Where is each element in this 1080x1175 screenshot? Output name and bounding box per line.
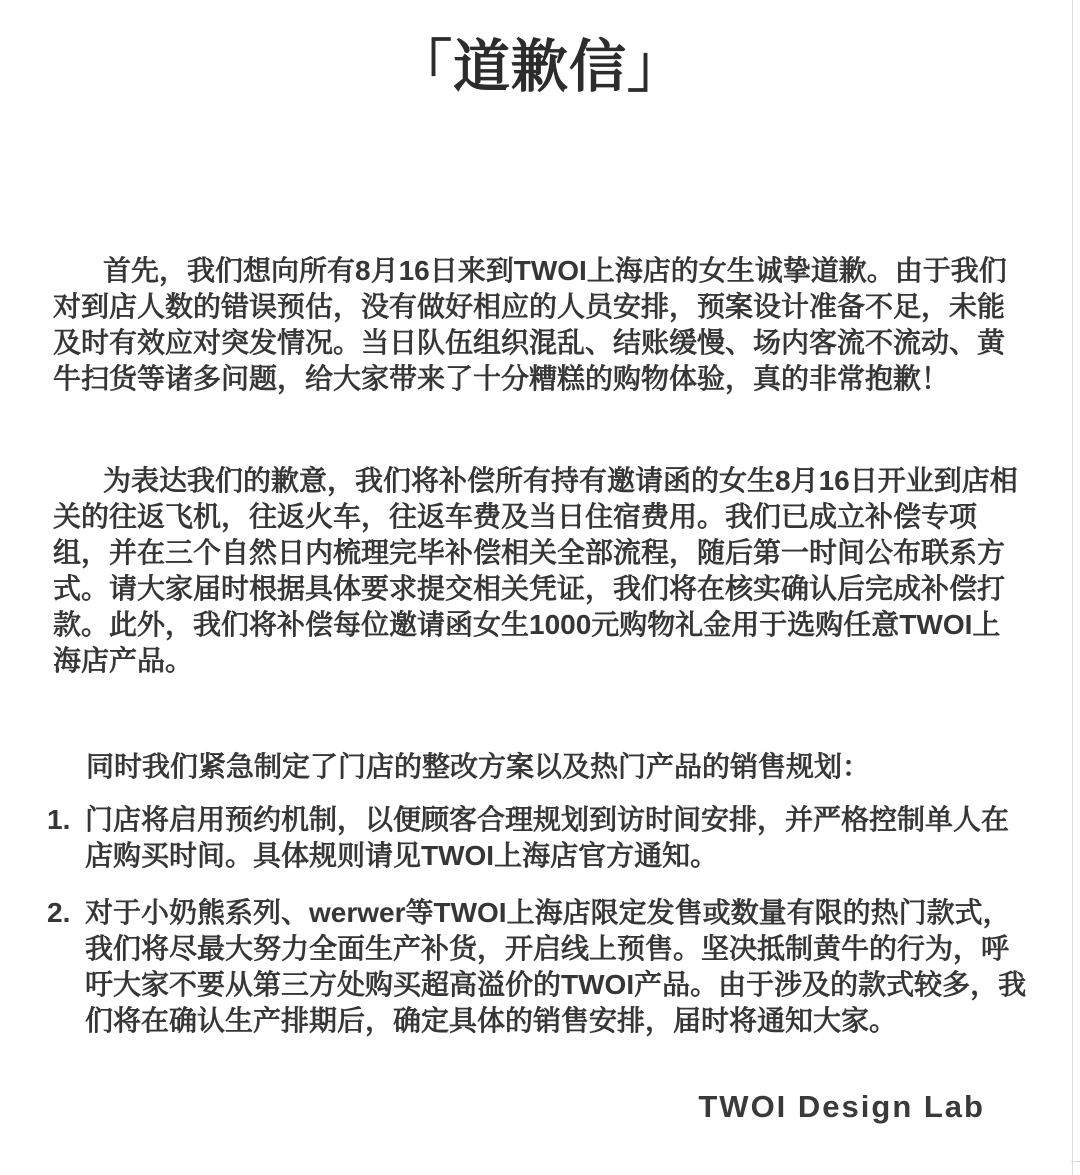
brand-signature: TWOI Design Lab (698, 1089, 985, 1124)
list-item-text: 对于小奶熊系列、werwer等TWOI上海店限定发售或数量有限的热门款式，我们将尽最大努力全面生产补货，开启线上预售。坚决抵制黄牛的行为，呼吁大家不要从第三方处购买超高溢价的TWOI产品。由于涉及的款式较多，我们将在确认生产排期后，确定具体的销售安排，届时将通知大家。 (85, 897, 1027, 1036)
list-item-number: 2. (47, 897, 71, 928)
page-edge-tick (1071, 1161, 1080, 1162)
letter-body (47, 253, 1028, 1039)
paragraph-plan-intro: 同时我们紧急制定了门店的整改方案以及热门产品的销售规划： (86, 751, 871, 782)
list-item-text: 门店将启用预约机制，以便顾客合理规划到访时间安排，并严格控制单人在店购买时间。具体规则请见TWOI上海店官方通知。 (85, 804, 1010, 871)
measures-list (47, 802, 1028, 1039)
list-item-reservation (47, 802, 1028, 874)
paragraph-compensation: 为表达我们的歉意，我们将补偿所有持有邀请函的女生8月16日开业到店相关的往返飞机，往返火车，往返车费及当日住宿费用。我们已成立补偿专项组，并在三个自然日内梳理完毕补偿相关全部流程，随后第一时间公布联系方式。请大家届时根据具体要求提交相关凭证，我们将在核实确认后完成补偿打款。此外，我们将补偿每位邀请函女生1000元购物礼金用于选购任意TWOI上海店产品。 (53, 465, 1018, 676)
page-edge-divider (1072, 0, 1073, 1175)
page-title: 「道歉信」 (395, 35, 685, 99)
list-item-restock (47, 895, 1028, 1039)
list-item-number: 1. (47, 804, 71, 835)
paragraph-apology: 首先，我们想向所有8月16日来到TWOI上海店的女生诚挚道歉。由于我们对到店人数的错误预估，没有做好相应的人员安排，预案设计准备不足，未能及时有效应对突发情况。当日队伍组织混乱、结账缓慢、场内客流不流动、黄牛扫货等诸多问题，给大家带来了十分糟糕的购物体验，真的非常抱歉！ (53, 255, 1007, 394)
